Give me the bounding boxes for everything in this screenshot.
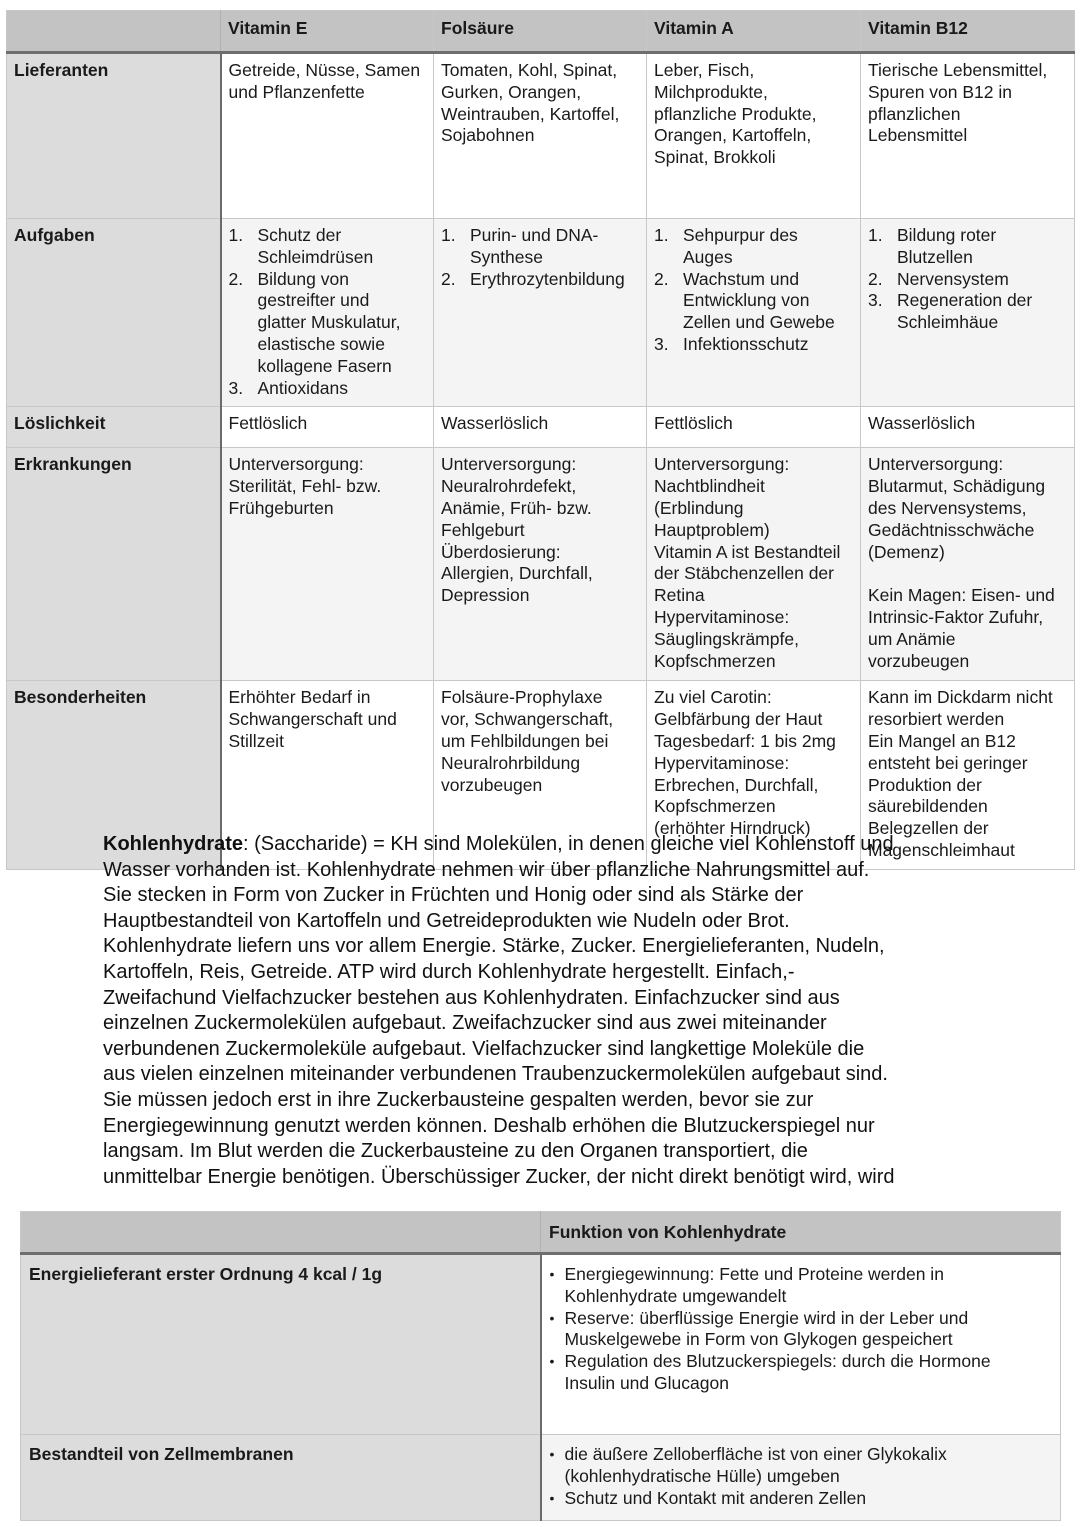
cell-vitamin-a xyxy=(647,53,861,219)
list-item xyxy=(654,269,853,334)
numbered-list xyxy=(441,225,639,290)
cell-line: entsteht bei geringer xyxy=(868,752,1028,773)
row-header: Aufgaben xyxy=(7,219,221,407)
cell-line: Infektionsschutz xyxy=(683,333,809,354)
list-item xyxy=(654,225,853,269)
cell-vitamin-e xyxy=(221,448,434,681)
cell-line: Stillzeit xyxy=(228,730,284,751)
numbered-list xyxy=(654,225,853,356)
cell-vitamin-b12 xyxy=(861,219,1075,407)
cell-line: Schwangerschaft und xyxy=(228,709,397,730)
cell-line: Leber, Fisch, xyxy=(654,60,755,80)
cell-line: Schleimhäue xyxy=(897,312,999,333)
cell-line: (kohlenhydratische Hülle) umgeben xyxy=(564,1465,840,1486)
cell-vitamin-a xyxy=(647,448,861,681)
cell-line: pflanzliche Produkte, xyxy=(654,103,817,124)
row-header: Lieferanten xyxy=(7,53,221,219)
table-row-lieferanten xyxy=(7,53,1075,219)
cell-line: Bildung von xyxy=(257,268,349,289)
cell-line: Nervensystem xyxy=(897,268,1009,289)
cell-line: Schutz der xyxy=(257,225,342,245)
cell-line-blank xyxy=(868,563,1067,585)
bullet-item xyxy=(550,1264,1053,1308)
cell-line: Gedächtnisschwäche xyxy=(868,519,1035,540)
cell-line: Regeneration der xyxy=(897,290,1033,311)
cell-line: und Pflanzenfette xyxy=(228,81,365,102)
header-corner xyxy=(21,1212,541,1254)
cell-folsaeure xyxy=(434,53,647,219)
cell-line: Belegzellen der xyxy=(868,818,989,839)
cell-line: • Regulation des Blutzuckerspiegels: durch die Hormone xyxy=(564,1351,991,1372)
cell-line: elastische sowie xyxy=(257,333,385,354)
cell-line: Sehpurpur des xyxy=(683,225,798,245)
paragraph-line: Sie stecken in Form von Zucker in Früchten und Honig oder sind als Stärke der xyxy=(103,884,804,907)
cell-line: Hypervitaminose: xyxy=(654,606,790,627)
cell-vitamin-e xyxy=(221,53,434,219)
column-header-vitamin-b12: Vitamin B12 xyxy=(861,11,1075,53)
cell-line: Folsäure-Prophylaxe xyxy=(441,687,603,708)
numbered-list xyxy=(868,225,1067,334)
cell-line: Erbrechen, Durchfall, xyxy=(654,774,819,795)
list-number: 2. xyxy=(441,268,456,289)
cell-line: gestreifter und xyxy=(257,290,370,311)
list-item xyxy=(441,269,639,291)
list-item xyxy=(229,225,427,269)
paragraph-first-line: : (Saccharide) = KH sind Molekülen, in denen gleiche viel Kohlenstoff und xyxy=(243,833,894,855)
cell-line: Erythrozytenbildung xyxy=(470,268,625,289)
cell-line: Säuglingskrämpfe, xyxy=(654,628,799,649)
cell-line: Intrinsic-Faktor Zufuhr, xyxy=(868,606,1044,627)
cell-line: Getreide, Nüsse, Samen xyxy=(228,60,421,80)
list-number: 1. xyxy=(654,225,669,245)
cell-line: Hypervitaminose: xyxy=(654,752,790,773)
paragraph-line: Wasser vorhanden ist. Kohlenhydrate nehmen wir über pflanzliche Nahrungsmittel auf. xyxy=(103,858,870,881)
cell-line: vorzubeugen xyxy=(441,774,543,795)
kohlenhydrate-function-table xyxy=(20,1211,1061,1521)
list-item xyxy=(868,225,1067,269)
column-header-funktion: Funktion von Kohlenhydrate xyxy=(541,1212,1061,1254)
list-number: 1. xyxy=(441,225,456,245)
list-number: 2. xyxy=(868,268,883,289)
row-header: Energielieferant erster Ordnung 4 kcal / 1g xyxy=(21,1254,541,1435)
bullet-item xyxy=(550,1351,1053,1395)
term-heading: Kohlenhydrate xyxy=(103,833,244,855)
kohlenhydrate-paragraph xyxy=(103,832,983,1190)
cell-vitamin-b12 xyxy=(861,448,1075,681)
cell-line: Allergien, Durchfall, xyxy=(441,563,593,584)
paragraph-line: einzelnen Zuckermolekülen aufgebaut. Zweifachzucker sind aus zwei miteinander xyxy=(103,1012,827,1035)
list-item xyxy=(441,225,639,269)
cell-line: Unterversorgung: xyxy=(868,454,1004,475)
list-number: 1. xyxy=(228,225,244,245)
paragraph-line: unmittelbar Energie benötigen. Überschüssiger Zucker, der nicht direkt benötigt wird, wird xyxy=(103,1165,895,1188)
cell-line: Milchprodukte, xyxy=(654,81,768,102)
list-number: 1. xyxy=(868,225,883,245)
row-header: Bestandteil von Zellmembranen xyxy=(21,1435,541,1521)
column-header-vitamin-e: Vitamin E xyxy=(221,11,434,53)
cell-line: um Anämie xyxy=(868,628,956,649)
cell-line: Muskelgewebe in Form von Glykogen gespeichert xyxy=(564,1329,953,1350)
cell-line: Orangen, Kartoffeln, xyxy=(654,125,812,146)
cell-line: Schleimdrüsen xyxy=(257,246,374,267)
cell-line: säurebildenden xyxy=(868,796,988,817)
bullet-list xyxy=(550,1444,1053,1509)
cell-line: vor, Schwangerschaft, xyxy=(441,709,614,730)
cell-line: Erhöhter Bedarf in xyxy=(228,687,371,708)
cell-line: Antioxidans xyxy=(257,377,348,398)
list-number: 2. xyxy=(228,268,244,289)
cell-line: Unterversorgung: xyxy=(654,454,790,475)
cell-line: Synthese xyxy=(470,246,543,267)
paragraph-line: aus vielen einzelnen miteinander verbundenen Traubenzuckermolekülen aufgebaut sind. xyxy=(103,1063,888,1086)
cell-vitamin-b12: Wasserlöslich xyxy=(861,407,1075,448)
cell-line: Purin- und DNA- xyxy=(470,225,599,245)
list-item xyxy=(868,290,1067,334)
cell-line: Fehlgeburt xyxy=(441,519,525,540)
cell-line: Überdosierung: xyxy=(441,541,561,562)
bullet-list xyxy=(550,1264,1053,1395)
cell-line: Neuralrohrbildung xyxy=(441,752,581,773)
cell-line: Spinat, Brokkoli xyxy=(654,147,776,168)
cell-line: Unterversorgung: xyxy=(441,454,577,475)
cell-line: Zu viel Carotin: xyxy=(654,687,772,708)
cell-line: Gelbfärbung der Haut xyxy=(654,709,823,730)
paragraph-line: Hauptbestandteil von Kartoffeln und Getreideprodukten wie Nudeln oder Brot. xyxy=(103,909,790,932)
cell-funktion xyxy=(541,1435,1061,1521)
cell-line: des Nervensystems, xyxy=(868,497,1027,518)
vitamin-table xyxy=(6,10,1075,870)
vitamin-table-header xyxy=(7,11,1075,53)
cell-vitamin-a xyxy=(647,219,861,407)
paragraph-line: verbundenen Zuckermoleküle aufgebaut. Vielfachzucker sind langkettige Moleküle die xyxy=(103,1037,865,1060)
cell-line: Sterilität, Fehl- bzw. xyxy=(228,476,382,497)
paragraph-line: Zweifachund Vielfachzucker bestehen aus Kohlenhydraten. Einfachzucker sind aus xyxy=(103,986,840,1009)
cell-line: Tagesbedarf: 1 bis 2mg xyxy=(654,730,836,751)
column-header-vitamin-a: Vitamin A xyxy=(647,11,861,53)
cell-line: Auges xyxy=(683,246,733,267)
cell-line: Spuren von B12 in xyxy=(868,81,1012,102)
table-row-erkrankungen xyxy=(7,448,1075,681)
cell-vitamin-b12 xyxy=(861,53,1075,219)
table-row-aufgaben xyxy=(7,219,1075,407)
bullet-item xyxy=(550,1308,1053,1352)
cell-line: glatter Muskulatur, xyxy=(257,312,401,333)
cell-line: Nachtblindheit xyxy=(654,476,765,497)
cell-line: Sojabohnen xyxy=(441,125,535,146)
list-item xyxy=(229,269,427,378)
row-header: Löslichkeit xyxy=(7,407,221,448)
cell-line: Magenschleimhaut xyxy=(868,839,1015,860)
column-header-folsaeure: Folsäure xyxy=(434,11,647,53)
cell-line: (Erblindung xyxy=(654,497,744,518)
list-number: 2. xyxy=(654,268,669,289)
cell-line: Retina xyxy=(654,585,705,606)
list-number: 3. xyxy=(868,290,883,311)
list-item xyxy=(229,378,427,400)
paragraph-line: Kohlenhydrate liefern uns vor allem Energie. Stärke, Zucker. Energielieferanten, Nudeln, xyxy=(103,935,885,958)
cell-line: • die äußere Zelloberfläche ist von einer Glykokalix xyxy=(564,1444,947,1464)
paragraph-line: Sie müssen jedoch erst in ihre Zuckerbausteine gespalten werden, bevor sie zur xyxy=(103,1088,814,1111)
cell-vitamin-e xyxy=(221,219,434,407)
cell-funktion xyxy=(541,1254,1061,1435)
cell-line: Ein Mangel an B12 xyxy=(868,730,1016,751)
paragraph-line: Kartoffeln, Reis, Getreide. ATP wird durch Kohlenhydrate hergestellt. Einfach,- xyxy=(103,960,795,983)
cell-line: Depression xyxy=(441,585,530,606)
cell-line: Kein Magen: Eisen- und xyxy=(868,585,1055,606)
cell-line: Vitamin A ist Bestandteil xyxy=(654,541,841,562)
paragraph-line: Energiegewinnung genutzt werden können. Deshalb erhöhen die Blutzuckerspiegel nur xyxy=(103,1114,875,1137)
cell-folsaeure xyxy=(434,448,647,681)
cell-line: Lebensmittel xyxy=(868,125,968,146)
cell-line: Entwicklung von xyxy=(683,290,810,311)
cell-line: Tomaten, Kohl, Spinat, xyxy=(441,60,618,80)
cell-line: (Demenz) xyxy=(868,541,945,562)
list-number: 3. xyxy=(654,333,669,354)
cell-line: pflanzlichen xyxy=(868,103,961,124)
cell-line: Produktion der xyxy=(868,774,982,795)
cell-line: Tierische Lebensmittel, xyxy=(868,60,1048,80)
cell-line: Kopfschmerzen xyxy=(654,796,776,817)
cell-line: Bildung roter xyxy=(897,225,997,245)
table-row-loeslichkeit xyxy=(7,407,1075,448)
cell-line: Weintrauben, Kartoffel, xyxy=(441,103,620,124)
header-corner xyxy=(7,11,221,53)
cell-line: um Fehlbildungen bei xyxy=(441,730,609,751)
list-item xyxy=(654,334,853,356)
cell-line: Blutzellen xyxy=(897,246,973,267)
cell-line: (erhöhter Hirndruck) xyxy=(654,818,811,839)
cell-line: Unterversorgung: xyxy=(228,454,364,475)
cell-line: kollagene Fasern xyxy=(257,355,392,376)
cell-line: Kann im Dickdarm nicht xyxy=(868,687,1053,708)
paragraph-line: langsam. Im Blut werden die Zuckerbausteine zu den Organen transportiert, die xyxy=(103,1140,808,1163)
cell-vitamin-e: Fettlöslich xyxy=(221,407,434,448)
cell-line: Neuralrohrdefekt, xyxy=(441,476,577,497)
list-item xyxy=(868,269,1067,291)
cell-folsaeure: Wasserlöslich xyxy=(434,407,647,448)
cell-line: Frühgeburten xyxy=(228,497,334,518)
bullet-item xyxy=(550,1488,1053,1510)
cell-vitamin-a: Fettlöslich xyxy=(647,407,861,448)
cell-line: Wachstum und xyxy=(683,268,800,289)
cell-line: Anämie, Früh- bzw. xyxy=(441,497,592,518)
row-header: Besonderheiten xyxy=(7,681,221,870)
cell-line: Blutarmut, Schädigung xyxy=(868,476,1046,497)
cell-line: Gurken, Orangen, xyxy=(441,81,582,102)
bullet-item xyxy=(550,1444,1053,1488)
table-row-zellmembranen xyxy=(21,1435,1061,1521)
paragraph-line xyxy=(103,832,983,858)
cell-line: • Schutz und Kontakt mit anderen Zellen xyxy=(564,1487,867,1508)
table-row-energielieferant xyxy=(21,1254,1061,1435)
cell-line: Kohlenhydrate umgewandelt xyxy=(564,1285,787,1306)
cell-line: • Reserve: überflüssige Energie wird in der Leber und xyxy=(564,1307,969,1328)
function-table-header xyxy=(21,1212,1061,1254)
row-header: Erkrankungen xyxy=(7,448,221,681)
cell-line: resorbiert werden xyxy=(868,709,1005,730)
list-number: 3. xyxy=(228,377,244,398)
cell-line: Kopfschmerzen xyxy=(654,650,776,671)
cell-line: Zellen und Gewebe xyxy=(683,312,835,333)
cell-folsaeure xyxy=(434,219,647,407)
cell-line: Insulin und Glucagon xyxy=(564,1372,729,1393)
cell-line: vorzubeugen xyxy=(868,650,970,671)
cell-line: Hauptproblem) xyxy=(654,519,770,540)
numbered-list xyxy=(229,225,427,399)
cell-line: • Energiegewinnung: Fette und Proteine werden in xyxy=(564,1264,944,1284)
cell-line: der Stäbchenzellen der xyxy=(654,563,834,584)
